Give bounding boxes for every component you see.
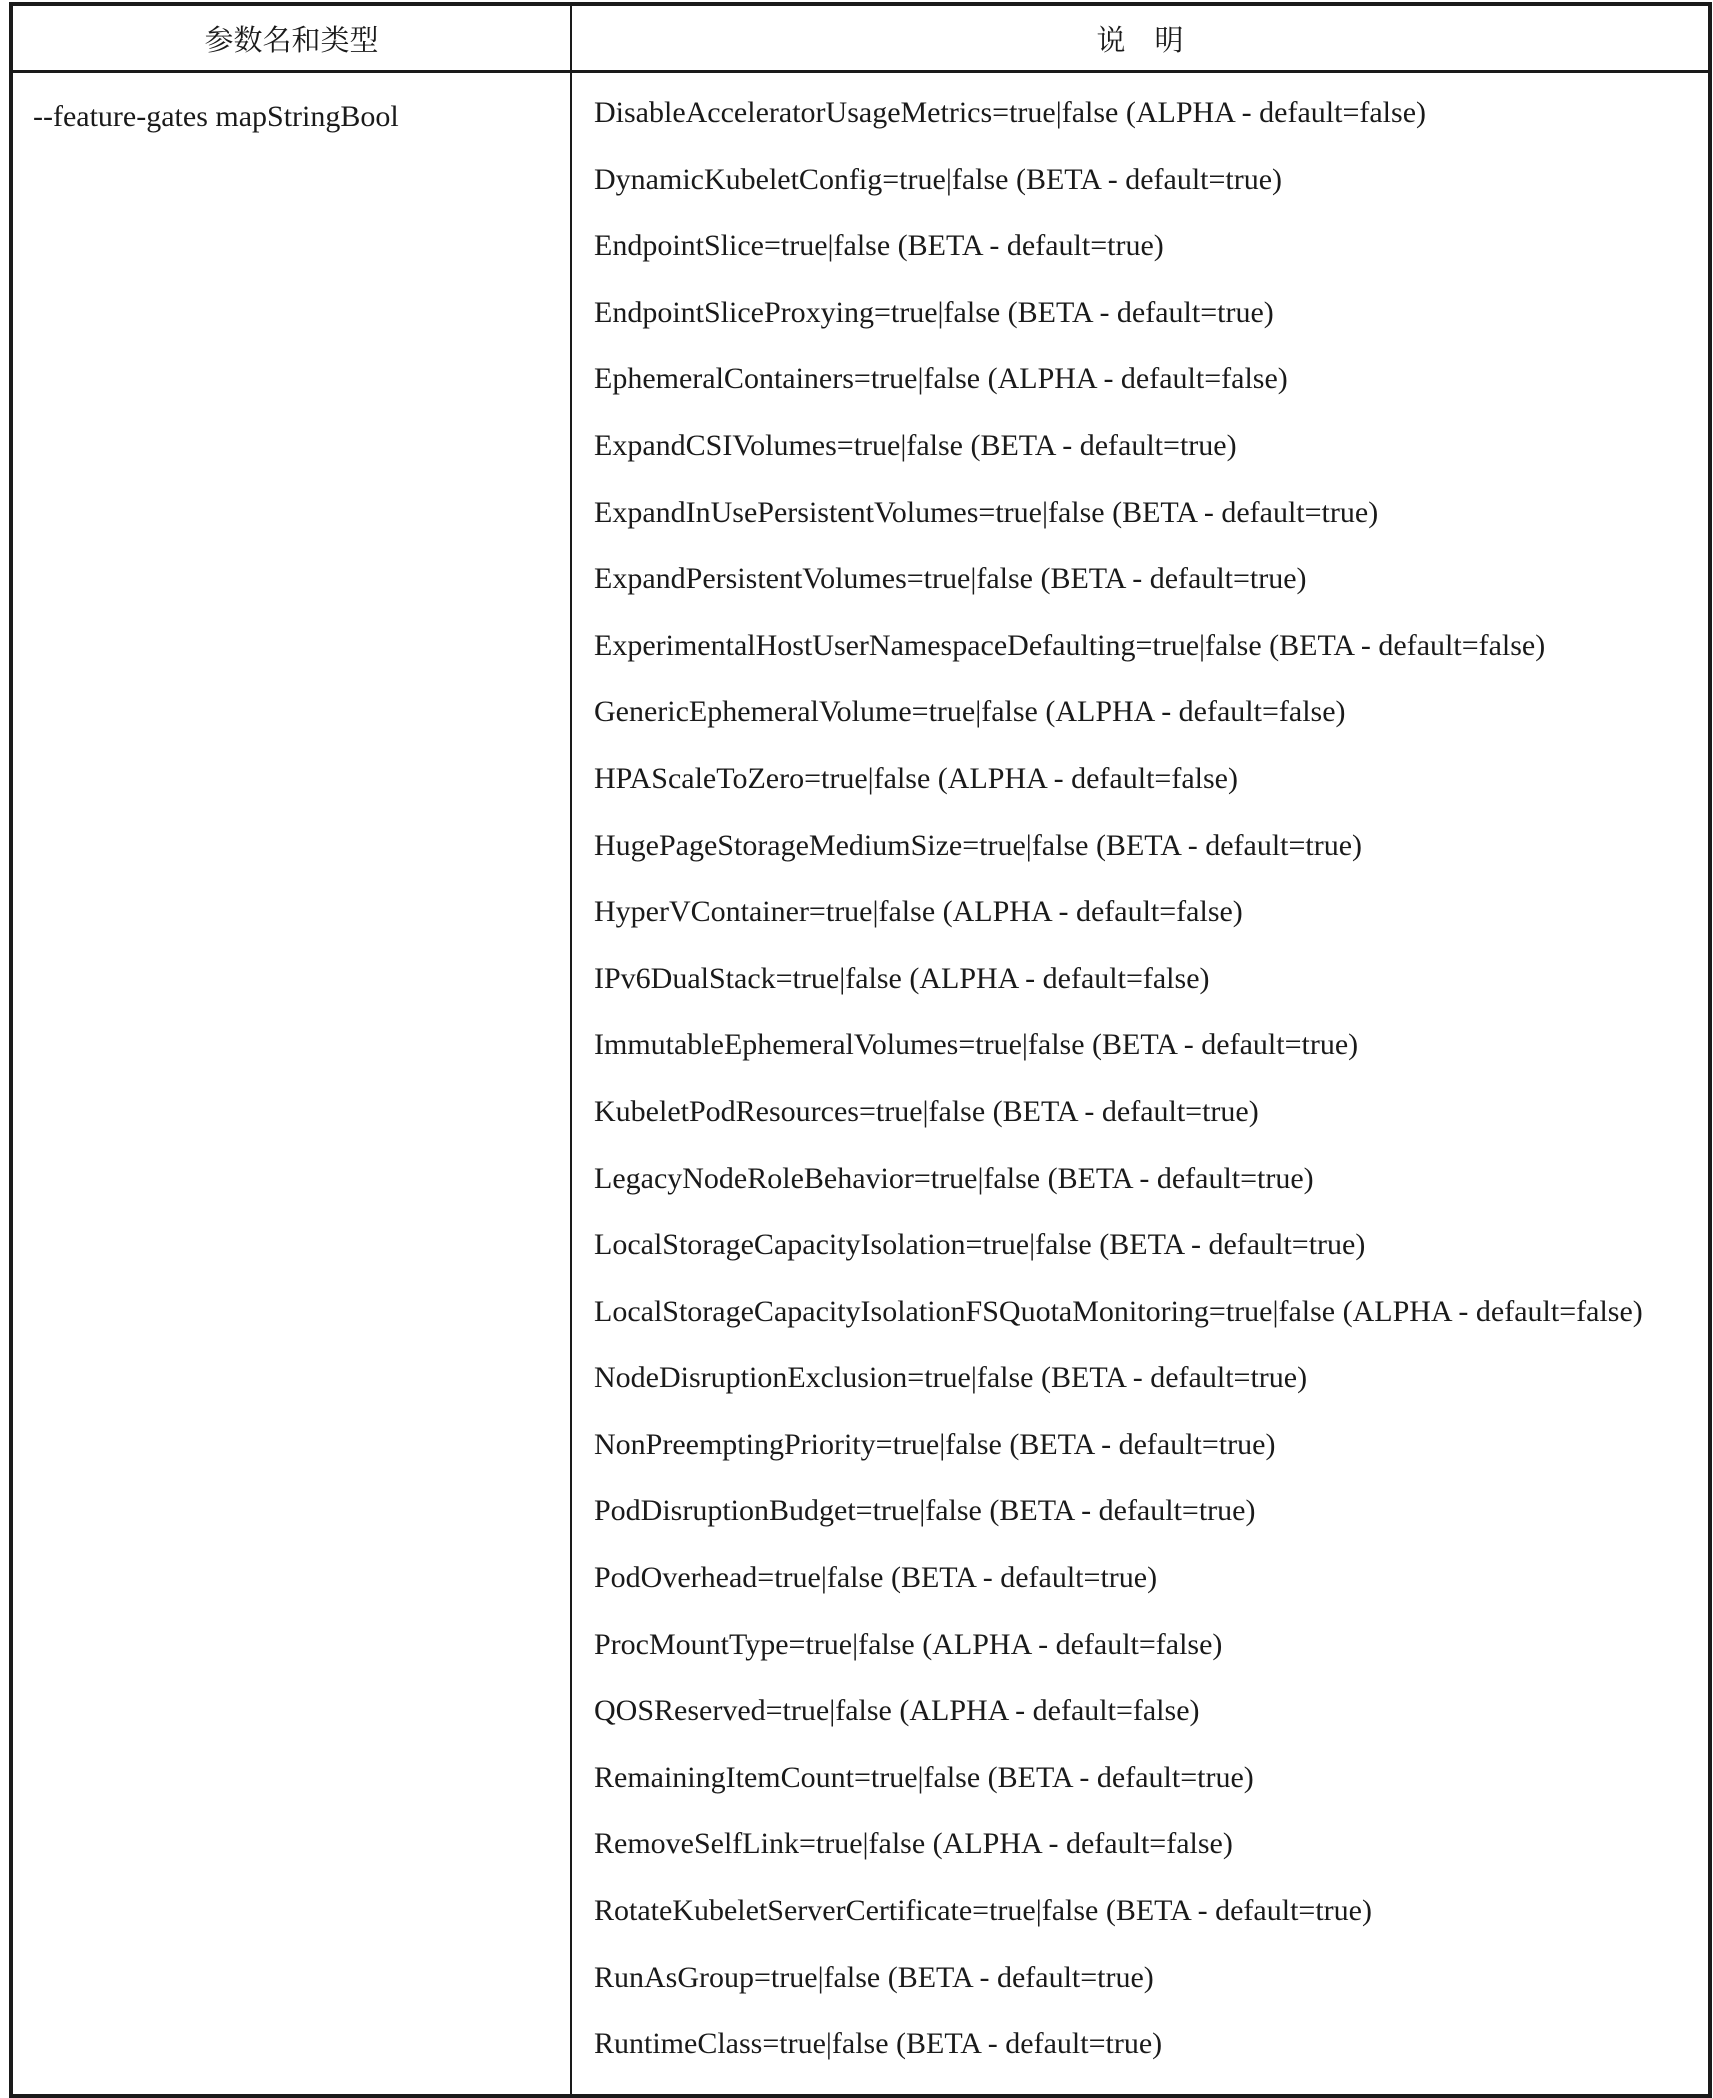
- feature-gate-item: KubeletPodResources=true|false (BETA - default=true): [594, 1094, 1259, 1128]
- feature-gate-item: IPv6DualStack=true|false (ALPHA - default=false): [594, 961, 1210, 995]
- feature-gate-item: LegacyNodeRoleBehavior=true|false (BETA - default=true): [594, 1161, 1314, 1195]
- table-row: [11, 72, 1710, 2096]
- feature-gate-item: EphemeralContainers=true|false (ALPHA - default=false): [594, 362, 1288, 396]
- feature-gate-item: NodeDisruptionExclusion=true|false (BETA - default=true): [594, 1361, 1308, 1395]
- feature-gate-item: EndpointSliceProxying=true|false (BETA - default=true): [594, 295, 1274, 329]
- feature-gate-item: ExpandPersistentVolumes=true|false (BETA - default=true): [594, 562, 1307, 596]
- feature-gate-item: DynamicKubeletConfig=true|false (BETA - default=true): [594, 162, 1283, 196]
- feature-gate-item: ExpandInUsePersistentVolumes=true|false (BETA - default=true): [594, 495, 1379, 529]
- feature-gate-item: ImmutableEphemeralVolumes=true|false (BETA - default=true): [594, 1028, 1359, 1062]
- feature-gate-item: EndpointSlice=true|false (BETA - default=true): [594, 229, 1164, 263]
- feature-gate-item: RemoveSelfLink=true|false (ALPHA - default=false): [594, 1827, 1233, 1861]
- feature-gate-item: LocalStorageCapacityIsolationFSQuotaMonitoring=true|false (ALPHA - default=false): [594, 1294, 1643, 1328]
- feature-gate-item: QOSReserved=true|false (ALPHA - default=false): [594, 1694, 1200, 1728]
- parameter-table: [9, 2, 1712, 2098]
- header-param-name-type: 参数名和类型: [11, 4, 571, 72]
- description-cell: [571, 72, 1710, 2096]
- feature-gate-item: ProcMountType=true|false (ALPHA - default=false): [594, 1627, 1223, 1661]
- feature-gate-item: RemainingItemCount=true|false (BETA - default=true): [594, 1760, 1254, 1794]
- feature-gate-item: LocalStorageCapacityIsolation=true|false (BETA - default=true): [594, 1228, 1366, 1262]
- feature-gate-item: ExpandCSIVolumes=true|false (BETA - default=true): [594, 428, 1237, 462]
- header-description: 说 明: [571, 4, 1710, 72]
- table-header-row: [11, 4, 1710, 72]
- feature-gate-item: ExperimentalHostUserNamespaceDefaulting=true|false (BETA - default=false): [594, 628, 1546, 662]
- feature-gate-item: DisableAcceleratorUsageMetrics=true|false (ALPHA - default=false): [594, 96, 1427, 129]
- feature-gate-item: HugePageStorageMediumSize=true|false (BETA - default=true): [594, 828, 1363, 862]
- feature-gate-item: PodDisruptionBudget=true|false (BETA - default=true): [594, 1494, 1256, 1528]
- feature-gate-item: RunAsGroup=true|false (BETA - default=true): [594, 1960, 1154, 1994]
- feature-gate-list: [594, 96, 1708, 2094]
- feature-gate-item: GenericEphemeralVolume=true|false (ALPHA - default=false): [594, 695, 1346, 729]
- feature-gate-item: HPAScaleToZero=true|false (ALPHA - default=false): [594, 761, 1238, 795]
- param-cell: [11, 72, 571, 2096]
- feature-gate-item: HyperVContainer=true|false (ALPHA - default=false): [594, 895, 1243, 929]
- feature-gate-item: RuntimeClass=true|false (BETA - default=true): [594, 2027, 1163, 2061]
- feature-gate-item: RotateKubeletServerCertificate=true|false (BETA - default=true): [594, 1894, 1372, 1928]
- param-name: --feature-gates mapStringBool: [33, 100, 399, 133]
- feature-gate-item: PodOverhead=true|false (BETA - default=true): [594, 1561, 1158, 1595]
- feature-gate-item: NonPreemptingPriority=true|false (BETA - default=true): [594, 1427, 1276, 1461]
